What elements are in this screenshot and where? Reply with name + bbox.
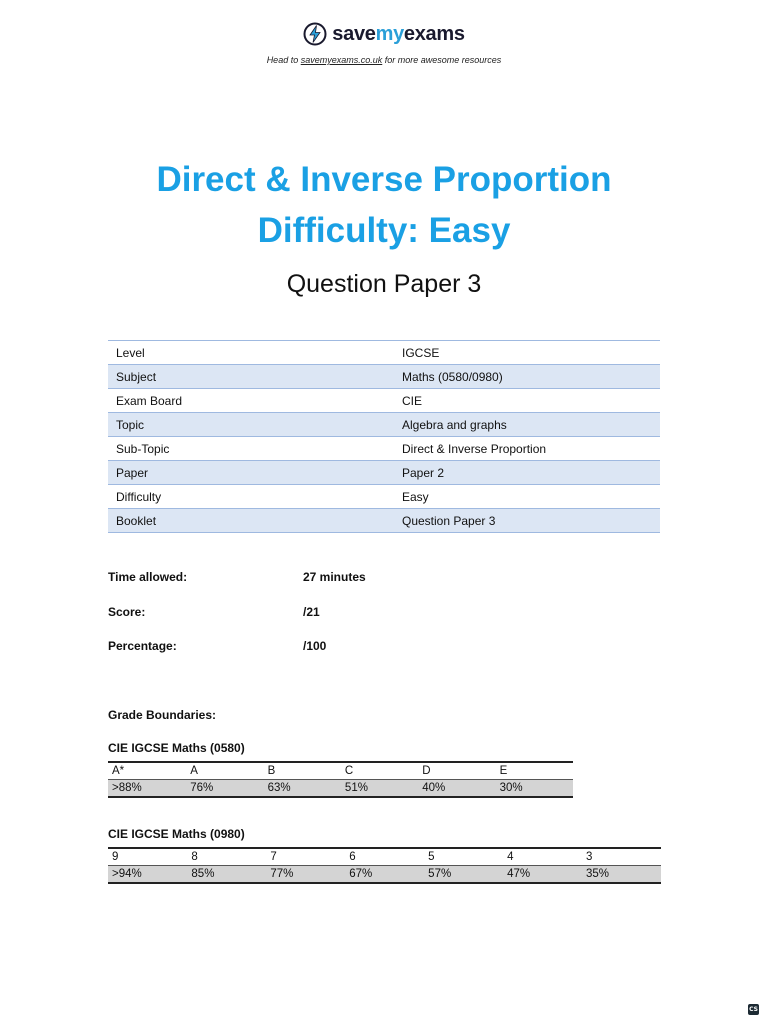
extended-percentage-cell: 47%	[503, 866, 582, 884]
info-label: Topic	[108, 413, 394, 437]
logo-word-my: my	[375, 22, 404, 45]
core-percentage-cell: 40%	[418, 780, 495, 798]
paper-info-table	[108, 340, 660, 533]
extended-grade-cell: 4	[503, 848, 582, 866]
difficulty-title: Difficulty: Easy	[257, 211, 511, 250]
core-table-title: CIE IGCSE Maths (0580)	[108, 741, 245, 755]
logo-word-save: save	[332, 22, 376, 45]
logo-wordmark	[332, 23, 464, 46]
info-label: Subject	[108, 365, 394, 389]
savemyexams-link[interactable]: savemyexams.co.uk	[300, 55, 383, 65]
info-label: Sub-Topic	[108, 437, 394, 461]
core-grade-cell: E	[496, 762, 573, 780]
score-value: /21	[303, 605, 320, 619]
cs-badge-icon: CS	[749, 1006, 758, 1013]
core-percentage-cell: 51%	[341, 780, 418, 798]
info-value: Algebra and graphs	[394, 413, 660, 437]
extended-table-title: CIE IGCSE Maths (0980)	[108, 827, 245, 841]
extended-percentage-cell: >94%	[108, 866, 187, 884]
tagline	[0, 55, 768, 65]
core-percentage-cell: 30%	[496, 780, 573, 798]
info-row	[108, 341, 660, 365]
info-label: Booklet	[108, 509, 394, 533]
info-row	[108, 509, 660, 533]
core-percentage-row	[108, 780, 573, 798]
tagline-suffix: for more awesome resources	[382, 55, 502, 65]
core-percentage-cell: 76%	[186, 780, 263, 798]
booklet-subtitle: Question Paper 3	[286, 270, 482, 298]
info-value: Maths (0580/0980)	[394, 365, 660, 389]
extended-percentage-cell: 85%	[187, 866, 266, 884]
core-grade-row	[108, 762, 573, 780]
core-grade-table	[108, 761, 573, 798]
info-value: Question Paper 3	[394, 509, 660, 533]
extended-grade-cell: 7	[266, 848, 345, 866]
extended-percentage-row	[108, 866, 661, 884]
extended-grade-cell: 8	[187, 848, 266, 866]
extended-grade-row	[108, 848, 661, 866]
core-grade-cell: D	[418, 762, 495, 780]
extended-grade-cell: 6	[345, 848, 424, 866]
info-value: IGCSE	[394, 341, 660, 365]
extended-grade-cell: 9	[108, 848, 187, 866]
info-row	[108, 461, 660, 485]
info-row	[108, 365, 660, 389]
core-grade-cell: C	[341, 762, 418, 780]
percentage-value: /100	[303, 639, 327, 653]
info-value: Direct & Inverse Proportion	[394, 437, 660, 461]
info-label: Paper	[108, 461, 394, 485]
lightning-bolt-icon	[303, 22, 327, 46]
extended-grade-cell: 5	[424, 848, 503, 866]
score-label: Score:	[108, 605, 146, 619]
savemyexams-logo[interactable]	[303, 22, 464, 46]
info-value: Paper 2	[394, 461, 660, 485]
time-value: 27 minutes	[303, 570, 366, 584]
tagline-prefix: Head to	[266, 55, 301, 65]
extended-percentage-cell: 35%	[582, 866, 661, 884]
extended-grade-table	[108, 847, 661, 884]
info-value: CIE	[394, 389, 660, 413]
extended-percentage-cell: 57%	[424, 866, 503, 884]
info-label: Exam Board	[108, 389, 394, 413]
core-grade-cell: A	[186, 762, 263, 780]
grade-boundaries-heading: Grade Boundaries:	[108, 708, 217, 722]
percentage-label: Percentage:	[108, 639, 177, 653]
site-header	[0, 22, 768, 65]
info-value: Easy	[394, 485, 660, 509]
extended-grade-cell: 3	[582, 848, 661, 866]
info-row	[108, 413, 660, 437]
extended-percentage-cell: 77%	[266, 866, 345, 884]
core-grade-cell: A*	[108, 762, 186, 780]
core-percentage-cell: 63%	[264, 780, 341, 798]
core-grade-cell: B	[264, 762, 341, 780]
extended-percentage-cell: 67%	[345, 866, 424, 884]
document-title: Direct & Inverse Proportion	[156, 160, 612, 199]
core-percentage-cell: >88%	[108, 780, 186, 798]
logo-word-exams: exams	[403, 22, 465, 45]
info-row	[108, 389, 660, 413]
info-label: Level	[108, 341, 394, 365]
time-label: Time allowed:	[108, 570, 188, 584]
info-row	[108, 437, 660, 461]
info-label: Difficulty	[108, 485, 394, 509]
info-row	[108, 485, 660, 509]
